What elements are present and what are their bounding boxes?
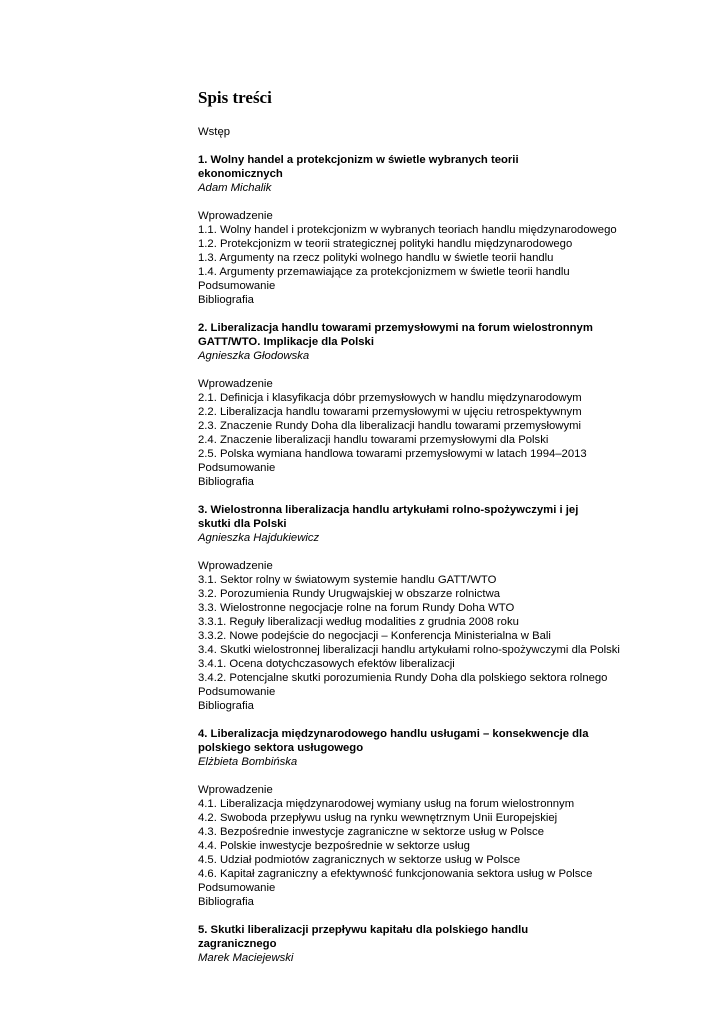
page-title: Spis treści — [198, 88, 272, 107]
chapter-5 — [198, 923, 698, 965]
toc-entry[interactable]: Wprowadzenie — [198, 378, 273, 390]
chapter-2 — [198, 321, 698, 489]
chapter-title-continued[interactable]: ekonomicznych — [198, 168, 283, 180]
toc-entry[interactable]: 1.4. Argumenty przemawiające za protekcjonizmem w świetle teorii handlu — [198, 266, 570, 278]
chapter-author: Elżbieta Bombińska — [198, 756, 298, 768]
chapter-list — [198, 153, 698, 965]
chapter-1 — [198, 153, 698, 307]
chapter-4 — [198, 727, 698, 909]
toc-entry[interactable]: 2.3. Znaczenie Rundy Doha dla liberalizacji handlu towarami przemysłowymi — [198, 420, 582, 432]
toc-entry[interactable]: Bibliografia — [198, 294, 254, 306]
toc-entry[interactable]: 1.2. Protekcjonizm w teorii strategicznej polityki handlu międzynarodowego — [198, 238, 573, 250]
toc-entry[interactable]: 4.4. Polskie inwestycje bezpośrednie w sektorze usług — [198, 840, 470, 852]
toc-entry[interactable]: Podsumowanie — [198, 686, 276, 698]
toc-entry[interactable]: Wprowadzenie — [198, 784, 273, 796]
chapter-title[interactable]: 4. Liberalizacja międzynarodowego handlu usługami – konsekwencje dla — [198, 728, 589, 740]
toc-entry[interactable]: 4.1. Liberalizacja międzynarodowej wymiany usług na forum wielostronnym — [198, 798, 575, 810]
toc-entry[interactable]: 3.1. Sektor rolny w światowym systemie handlu GATT/WTO — [198, 574, 497, 586]
chapter-3 — [198, 503, 698, 713]
toc-entry[interactable]: Podsumowanie — [198, 280, 276, 292]
toc-entry[interactable]: 4.5. Udział podmiotów zagranicznych w sektorze usług w Polsce — [198, 854, 521, 866]
toc-entry[interactable]: Bibliografia — [198, 476, 254, 488]
toc-entry[interactable]: 3.4.2. Potencjalne skutki porozumienia Rundy Doha dla polskiego sektora rolnego — [198, 672, 608, 684]
toc-entry[interactable]: 3.2. Porozumienia Rundy Urugwajskiej w obszarze rolnictwa — [198, 588, 501, 600]
toc-entry[interactable]: Bibliografia — [198, 700, 254, 712]
toc-entry[interactable]: 2.2. Liberalizacja handlu towarami przemysłowymi w ujęciu retrospektywnym — [198, 406, 582, 418]
chapter-author: Adam Michalik — [198, 182, 272, 194]
toc-entry[interactable]: 4.2. Swoboda przepływu usług na rynku wewnętrznym Unii Europejskiej — [198, 812, 558, 824]
toc-entry[interactable]: 3.4. Skutki wielostronnej liberalizacji handlu artykułami rolno-spożywczymi dla Polski — [198, 644, 620, 656]
toc-entry[interactable]: 1.1. Wolny handel i protekcjonizm w wybranych teoriach handlu międzynarodowego — [198, 224, 617, 236]
toc-entry[interactable]: 3.3.2. Nowe podejście do negocjacji – Konferencja Ministerialna w Bali — [198, 630, 551, 642]
chapter-title[interactable]: 1. Wolny handel a protekcjonizm w świetle wybranych teorii — [198, 154, 519, 166]
chapter-author: Marek Maciejewski — [198, 952, 294, 964]
toc-intro[interactable]: Wstęp — [198, 126, 231, 138]
toc-entry[interactable]: 4.3. Bezpośrednie inwestycje zagraniczne w sektorze usług w Polsce — [198, 826, 544, 838]
toc-entry[interactable]: 3.4.1. Ocena dotychczasowych efektów liberalizacji — [198, 658, 455, 670]
chapter-title[interactable]: 3. Wielostronna liberalizacja handlu artykułami rolno-spożywczymi i jej — [198, 504, 579, 516]
toc-entry[interactable]: Podsumowanie — [198, 462, 276, 474]
chapter-title-continued[interactable]: skutki dla Polski — [198, 518, 287, 530]
chapter-title[interactable]: 2. Liberalizacja handlu towarami przemysłowymi na forum wielostronnym — [198, 322, 593, 334]
toc-entry[interactable]: 3.3. Wielostronne negocjacje rolne na forum Rundy Doha WTO — [198, 602, 515, 614]
toc-entry[interactable]: 2.4. Znaczenie liberalizacji handlu towarami przemysłowymi dla Polski — [198, 434, 549, 446]
toc-entry[interactable]: Podsumowanie — [198, 882, 276, 894]
toc-entry[interactable]: 2.5. Polska wymiana handlowa towarami przemysłowymi w latach 1994–2013 — [198, 448, 587, 460]
toc-entry[interactable]: 2.1. Definicja i klasyfikacja dóbr przemysłowych w handlu międzynarodowym — [198, 392, 582, 404]
chapter-author: Agnieszka Głodowska — [198, 350, 310, 362]
table-of-contents — [198, 125, 698, 965]
chapter-title-continued[interactable]: polskiego sektora usługowego — [198, 742, 364, 754]
toc-entry[interactable]: 1.3. Argumenty na rzecz polityki wolnego handlu w świetle teorii handlu — [198, 252, 554, 264]
toc-entry[interactable]: 4.6. Kapitał zagraniczny a efektywność funkcjonowania sektora usług w Polsce — [198, 868, 593, 880]
toc-entry[interactable]: Bibliografia — [198, 896, 254, 908]
toc-entry[interactable]: 3.3.1. Reguły liberalizacji według modalities z grudnia 2008 roku — [198, 616, 519, 628]
toc-entry[interactable]: Wprowadzenie — [198, 210, 273, 222]
chapter-title-continued[interactable]: zagranicznego — [198, 938, 277, 950]
chapter-author: Agnieszka Hajdukiewicz — [198, 532, 320, 544]
toc-entry[interactable]: Wprowadzenie — [198, 560, 273, 572]
chapter-title[interactable]: 5. Skutki liberalizacji przepływu kapitału dla polskiego handlu — [198, 924, 529, 936]
chapter-title-continued[interactable]: GATT/WTO. Implikacje dla Polski — [198, 336, 374, 348]
